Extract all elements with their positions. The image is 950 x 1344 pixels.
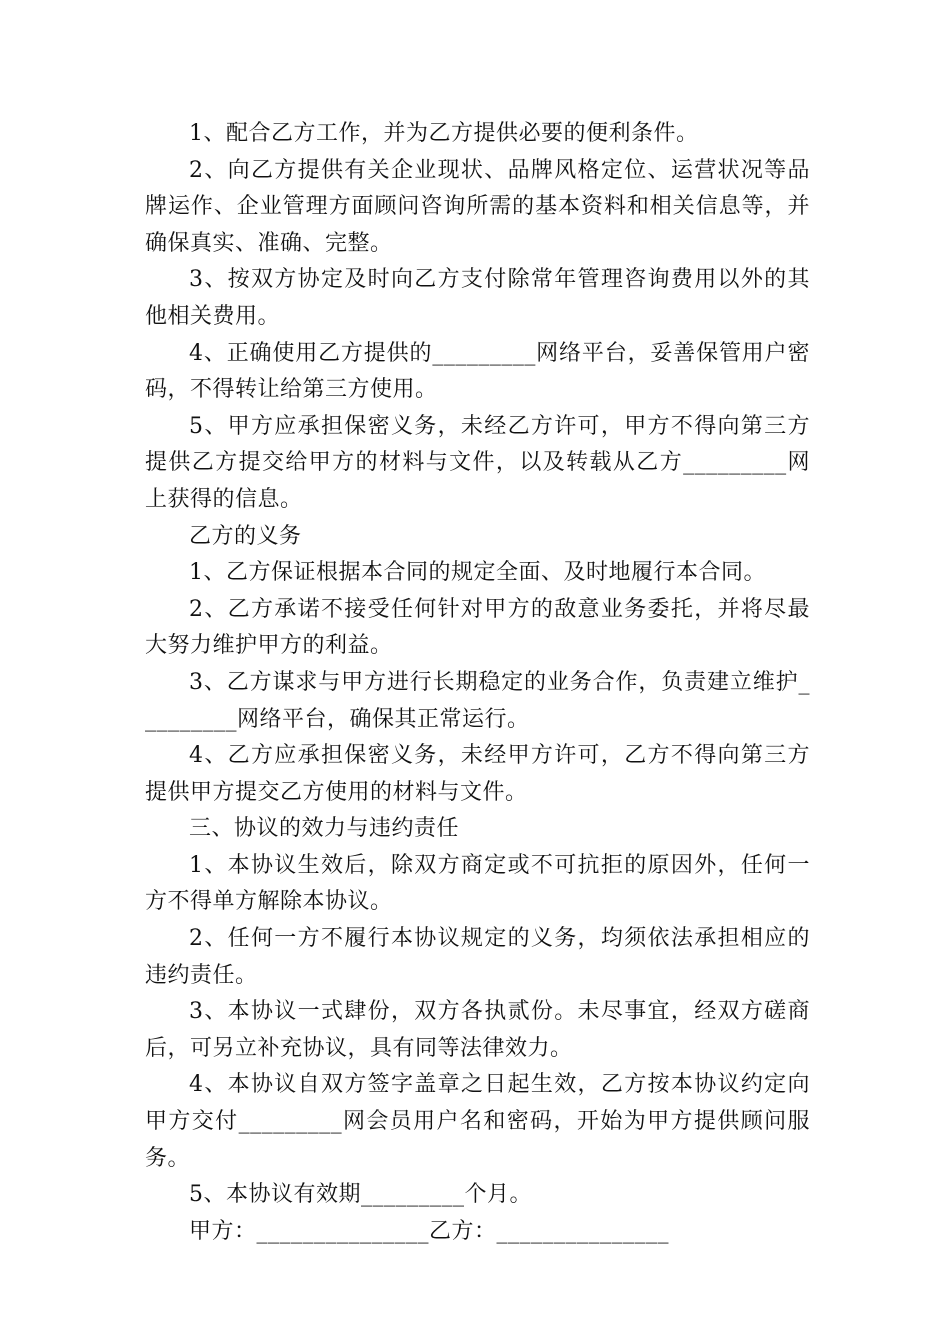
section-heading-party-b-duties: 乙方的义务 xyxy=(189,523,302,549)
paragraph-party-a-duty-3: 3、按双方协定及时向乙方支付除常年管理咨询费用以外的其他相关费用。 xyxy=(145,267,810,329)
paragraph-party-a-duty-5: 5、甲方应承担保密义务，未经乙方许可，甲方不得向第三方提供乙方提交给甲方的材料与文件，以及转载从乙方_________网上获得的信息。 xyxy=(145,413,810,512)
paragraph-party-a-duty-2: 2、向乙方提供有关企业现状、品牌风格定位、运营状况等品牌运作、企业管理方面顾问咨询所需的基本资料和相关信息等，并确保真实、准确、完整。 xyxy=(145,157,810,256)
paragraph-effect-4: 4、本协议自双方签字盖章之日起生效，乙方按本协议约定向甲方交付_________网会员用户名和密码，开始为甲方提供顾问服务。 xyxy=(145,1072,810,1171)
paragraph-party-b-duty-4: 4、乙方应承担保密义务，未经甲方许可，乙方不得向第三方提供甲方提交乙方使用的材料与文件。 xyxy=(145,743,810,805)
paragraph-party-a-duty-1: 1、配合乙方工作，并为乙方提供必要的便利条件。 xyxy=(189,121,699,146)
paragraph-effect-5: 5、本协议有效期_________个月。 xyxy=(189,1182,532,1208)
paragraph-party-a-duty-4: 4、正确使用乙方提供的_________网络平台，妥善保管用户密码，不得转让给第三方使用。 xyxy=(145,340,810,403)
signature-line: 甲方：_______________乙方：_______________ xyxy=(189,1218,670,1244)
paragraph-effect-2: 2、任何一方不履行本协议规定的义务，均须依法承担相应的违约责任。 xyxy=(145,926,810,988)
paragraph-effect-1: 1、本协议生效后，除双方商定或不可抗拒的原因外，任何一方不得单方解除本协议。 xyxy=(145,852,810,915)
section-heading-effect-liability: 三、协议的效力与违约责任 xyxy=(189,816,460,842)
paragraph-party-b-duty-2: 2、乙方承诺不接受任何针对甲方的敌意业务委托，并将尽最大努力维护甲方的利益。 xyxy=(145,596,810,659)
paragraph-party-b-duty-3: 3、乙方谋求与甲方进行长期稳定的业务合作，负责建立维护_________网络平台，确保其正常运行。 xyxy=(145,669,810,732)
document-body xyxy=(145,116,810,1250)
paragraph-effect-3: 3、本协议一式肆份，双方各执贰份。未尽事宜，经双方磋商后，可另立补充协议，具有同等法律效力。 xyxy=(145,999,810,1061)
paragraph-party-b-duty-1: 1、乙方保证根据本合同的规定全面、及时地履行本合同。 xyxy=(189,560,766,586)
